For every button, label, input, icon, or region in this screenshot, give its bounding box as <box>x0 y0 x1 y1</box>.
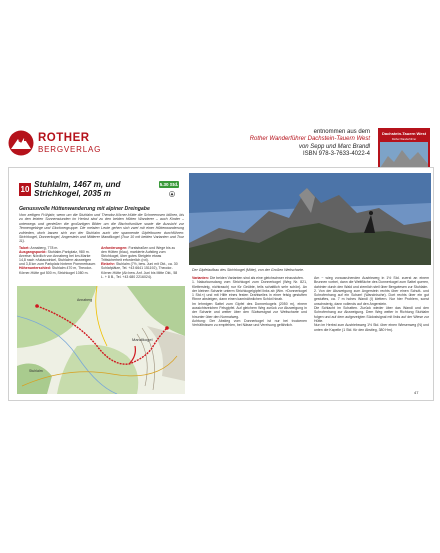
extract-info <box>232 129 370 159</box>
fact-label: Höhenunterschied: <box>19 266 51 271</box>
para-text: Die beiden Varianten sind als eine gleichschwer einzustufen. <box>209 276 304 280</box>
paragraph <box>192 319 307 328</box>
svg-text:Stuhlalm: Stuhlalm <box>29 369 43 373</box>
svg-text:Mandlkogel: Mandlkogel <box>132 337 153 342</box>
publisher-name: ROTHER <box>38 132 90 144</box>
cover-title: Dachstein-Tauern West <box>381 131 427 136</box>
tour-facts-left <box>19 246 97 275</box>
book-isbn: ISBN 978-3-7633-4022-4 <box>302 151 370 158</box>
page-number: 47 <box>414 390 419 395</box>
difficulty-icon <box>169 191 175 197</box>
route-map <box>17 286 185 394</box>
fact-item <box>19 266 97 274</box>
fact-text: Annaberg, 778 m. <box>30 246 59 250</box>
tour-title-line: Strichkogel, 2035 m <box>34 189 111 198</box>
book-series: Rother Wanderführer Dachstein-Tauern West <box>249 136 370 143</box>
photo-caption: Der Gipfelaufbau des Strichkogel (Mitte), von der Großen Weitscharte. <box>192 268 304 272</box>
guidebook-page <box>8 167 434 401</box>
fact-text: Forststraßen und Wege bis zu den Hütten (blau), markierte Aufstieg zum Strichkogel, über gutes Steiglein etwas Trittsicherheit erforderlich (rot). <box>101 246 176 263</box>
para-text: Im lehmigen Sattel zum Gipfel des Donnerkogels (2050 m), einem aussichtsreichen Felsgipfel. Auf gleichem Weg zurück zur Abzweigung in der Scharte und weiter über den Südwestgrat zur Weitscharte und hinunter über den Normalweg. <box>192 301 307 319</box>
tour-number-badge: 10 <box>20 185 30 194</box>
route-description-col2 <box>314 276 429 332</box>
para-text: Am ~ wieg vorausruhenden Austrieweg in 1½ Std. zuerst an einem Brunnen vorbei, dann die Weitfläche des Donnerkogel zum Sattel queren, dahinter durch den Wald und ziemlich steil über Bergwiesen zur Stuhlalm. <box>314 276 429 289</box>
svg-text:Annaberg: Annaberg <box>77 298 93 302</box>
para-text: 1. Nakurkunsdang vom Strichkogel zum Donnerkogel (Weg Nr. 821, Klettersteig, nichtrasch) nur für Geübte, teils schattlich sehr schön). An der kleinen Scharte unterm Strichkogelgipfel links ab (Wm. »Donnerkogel 1 Std.«) und mit Hilfe eines festen Drahtseiles in einer felsig gestuften Rinne absteigen, dann einen kaminähnlichen Schlot hinab. <box>192 280 307 302</box>
tour-title-line: Stuhlalm, 1467 m, und <box>34 180 121 189</box>
fact-label: Anforderungen: <box>101 246 128 250</box>
extract-line: entnommen aus dem <box>313 129 370 135</box>
fact-text: Stuhlalm-Parkplatz, 980 m. Anreise: Nördlich von Annaberg bei km-Marke 14,8 nach »Astauwinkel, Stuhlalm« abzweigen und 3,8 km zum Parkplatz hinterm Pommerbauer. <box>19 250 97 267</box>
publisher-subtitle: BERGVERLAG <box>38 145 102 154</box>
tour-intro: Vom zeitigen Frühjahr, wenn um die Stuhlalm und Theodor-Körner-Hütte die Schneerosen blühen, bis zu den letzten Sonnenstunden im Herbst sind zu den beiden Hütten Wanderer – auch Kinder – unterwegs und genießen die großartigen Bilder um die Bischofsmütze sowie die Aussicht zur Tennengebirge und Glocknergruppe. Die meisten Leute gehen sich zwei mit einer Hüttenwanderung zufrieden, doch lassen sich von der Stuhlalm auch vier spannende Gipfeltouren durchführen: Strichkogel, Donnerkogel, Angerstein und Mittlerer Mandlkogel (Tour 10 mit beiden Varianten und Tour 11). <box>19 213 184 244</box>
para-text: 2. Von der Abzweigung zum Angerstein rechts über einen Schutt- und Schrofenhang auf ein Scharrl (Wandnische). Dort rechts über ein gut gestuftes, ca. 7 m hohes Wandl (I) klettern. Nur hier Problem, sonst unschwierig, dann vollends auf den Angerstein. <box>314 288 429 306</box>
paragraph <box>314 276 429 289</box>
mountain-photo <box>189 173 431 265</box>
tour-facts-right <box>101 246 181 279</box>
book-authors: von Sepp und Marc Brandl <box>298 143 370 150</box>
para-text: Nun im Herbst zum Austriebsweg 1½ Std. über einen Wiesenweg (N) und unten die Kapelle (1 Std. für den Abstieg, 380 Hm). <box>314 323 429 332</box>
para-text: Die Schlacht im Schatten. Zurück wieder über das Wandl und den Schrofenhang zur Abzweigung. Dem Weg weiter in Richtung Stuhlalm folgen und auf dem aufgezeigten Südostsignal mit links auf der Wiese zur Hütte. <box>314 306 429 323</box>
fact-item <box>19 250 97 266</box>
fact-label: Einkehr: <box>101 262 116 267</box>
paragraph <box>314 323 429 332</box>
paragraph <box>314 306 429 323</box>
tour-title <box>34 180 154 198</box>
fact-text: Stuhlalm 470 m, Theodor-Körner-Hütte gut 500 m, Strichkogel 1080 m. <box>19 266 93 275</box>
route-description-col1 <box>192 276 307 328</box>
fact-item <box>101 246 181 262</box>
tour-subtitle: Genussvolle Hüttenwanderung mit alpiner Dreingabe <box>19 206 150 212</box>
fact-text: Stuhlalm (7½, bew. Juni mit Okt., ca. 30 Schlafplätze, Tel. +43 6641 151192), Theodor-Körner-Hütte (Ab bew. Anf. Juni bis Mitte Okt., 58 L. + 8 B., Tel. +43 680 2216024). <box>101 262 178 279</box>
fact-label: Talort: <box>19 246 30 250</box>
cover-subtitle: Rother Wanderführer <box>391 138 417 141</box>
duration-badge: 5.30 Std. <box>159 182 179 187</box>
paragraph <box>192 302 307 319</box>
para-text: Achtung: Der Abstieg vom Donnerkogel ist nur bei trockenen Verhältnissen zu empfehlen, bei Nässe und Vereisung gefährlich. <box>192 318 307 328</box>
paragraph <box>192 280 307 301</box>
rother-logo-icon <box>8 130 34 156</box>
fact-label: Ausgangspunkt: <box>19 250 47 255</box>
fact-item <box>101 262 181 278</box>
paragraph <box>314 289 429 306</box>
para-label: Varianten: <box>192 276 209 280</box>
